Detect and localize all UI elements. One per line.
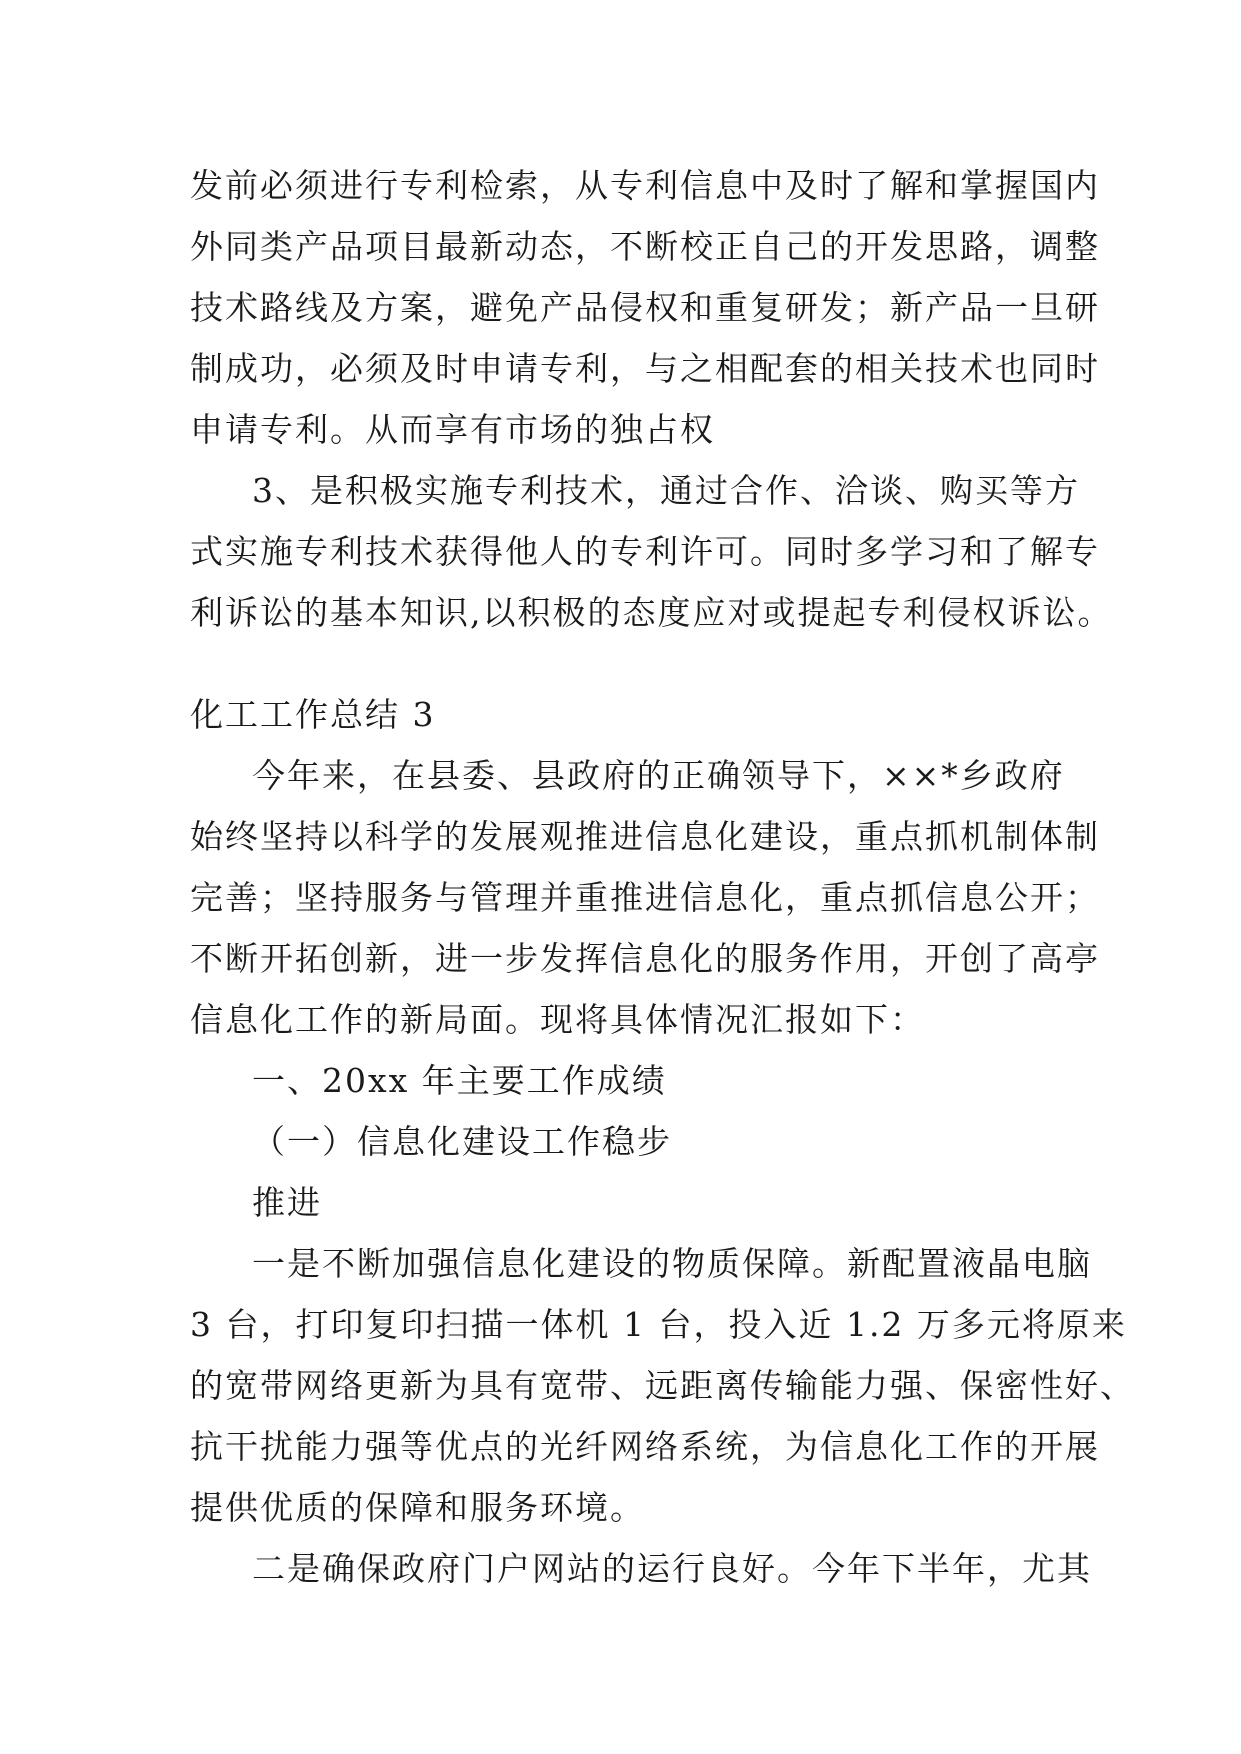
text-line: 不断开拓创新，进一步发挥信息化的服务作用，开创了高亭 — [190, 939, 1100, 978]
text-line: 一是不断加强信息化建设的物质保障。新配置液晶电脑 — [252, 1244, 1092, 1283]
text-line: 式实施专利技术获得他人的专利许可。同时多学习和了解专 — [190, 532, 1100, 571]
text-line: 信息化工作的新局面。现将具体情况汇报如下： — [190, 1000, 925, 1039]
text-line: 3、是积极实施专利技术，通过合作、洽谈、购买等方 — [252, 471, 1080, 510]
text-line: 推进 — [252, 1183, 322, 1222]
section-2-text — [190, 684, 1135, 1599]
text-line: 的宽带网络更新为具有宽带、远距离传输能力强、保密性好、 — [190, 1366, 1135, 1405]
heading-level-2: （一）信息化建设工作稳步 — [252, 1122, 672, 1161]
heading-level-1: 一、20xx 年主要工作成绩 — [252, 1061, 667, 1100]
text-line: 外同类产品项目最新动态，不断校正自己的开发思路，调整 — [190, 227, 1100, 266]
text-line: 提供优质的保障和服务环境。 — [190, 1488, 645, 1527]
section-1-text — [190, 155, 1113, 643]
text-line: 今年来，在县委、县政府的正确领导下，××*乡政府 — [252, 756, 1065, 795]
text-line: 制成功，必须及时申请专利，与之相配套的相关技术也同时 — [190, 349, 1100, 388]
text-line: 抗干扰能力强等优点的光纤网络系统，为信息化工作的开展 — [190, 1427, 1100, 1466]
text-line: 发前必须进行专利检索，从专利信息中及时了解和掌握国内 — [190, 166, 1100, 205]
text-line: 申请专利。从而享有市场的独占权 — [190, 410, 715, 449]
text-line: 技术路线及方案，避免产品侵权和重复研发；新产品一旦研 — [190, 288, 1100, 327]
text-line: 完善；坚持服务与管理并重推进信息化，重点抓信息公开； — [190, 878, 1100, 917]
text-line: 二是确保政府门户网站的运行良好。今年下半年，尤其 — [252, 1549, 1092, 1588]
section-title: 化工工作总结 3 — [190, 695, 436, 734]
text-line: 利诉讼的基本知识,以积极的态度应对或提起专利侵权诉讼。 — [190, 593, 1113, 632]
text-line: 3 台，打印复印扫描一体机 1 台，投入近 1.2 万多元将原来 — [190, 1305, 1127, 1344]
text-line: 始终坚持以科学的发展观推进信息化建设，重点抓机制体制 — [190, 817, 1100, 856]
